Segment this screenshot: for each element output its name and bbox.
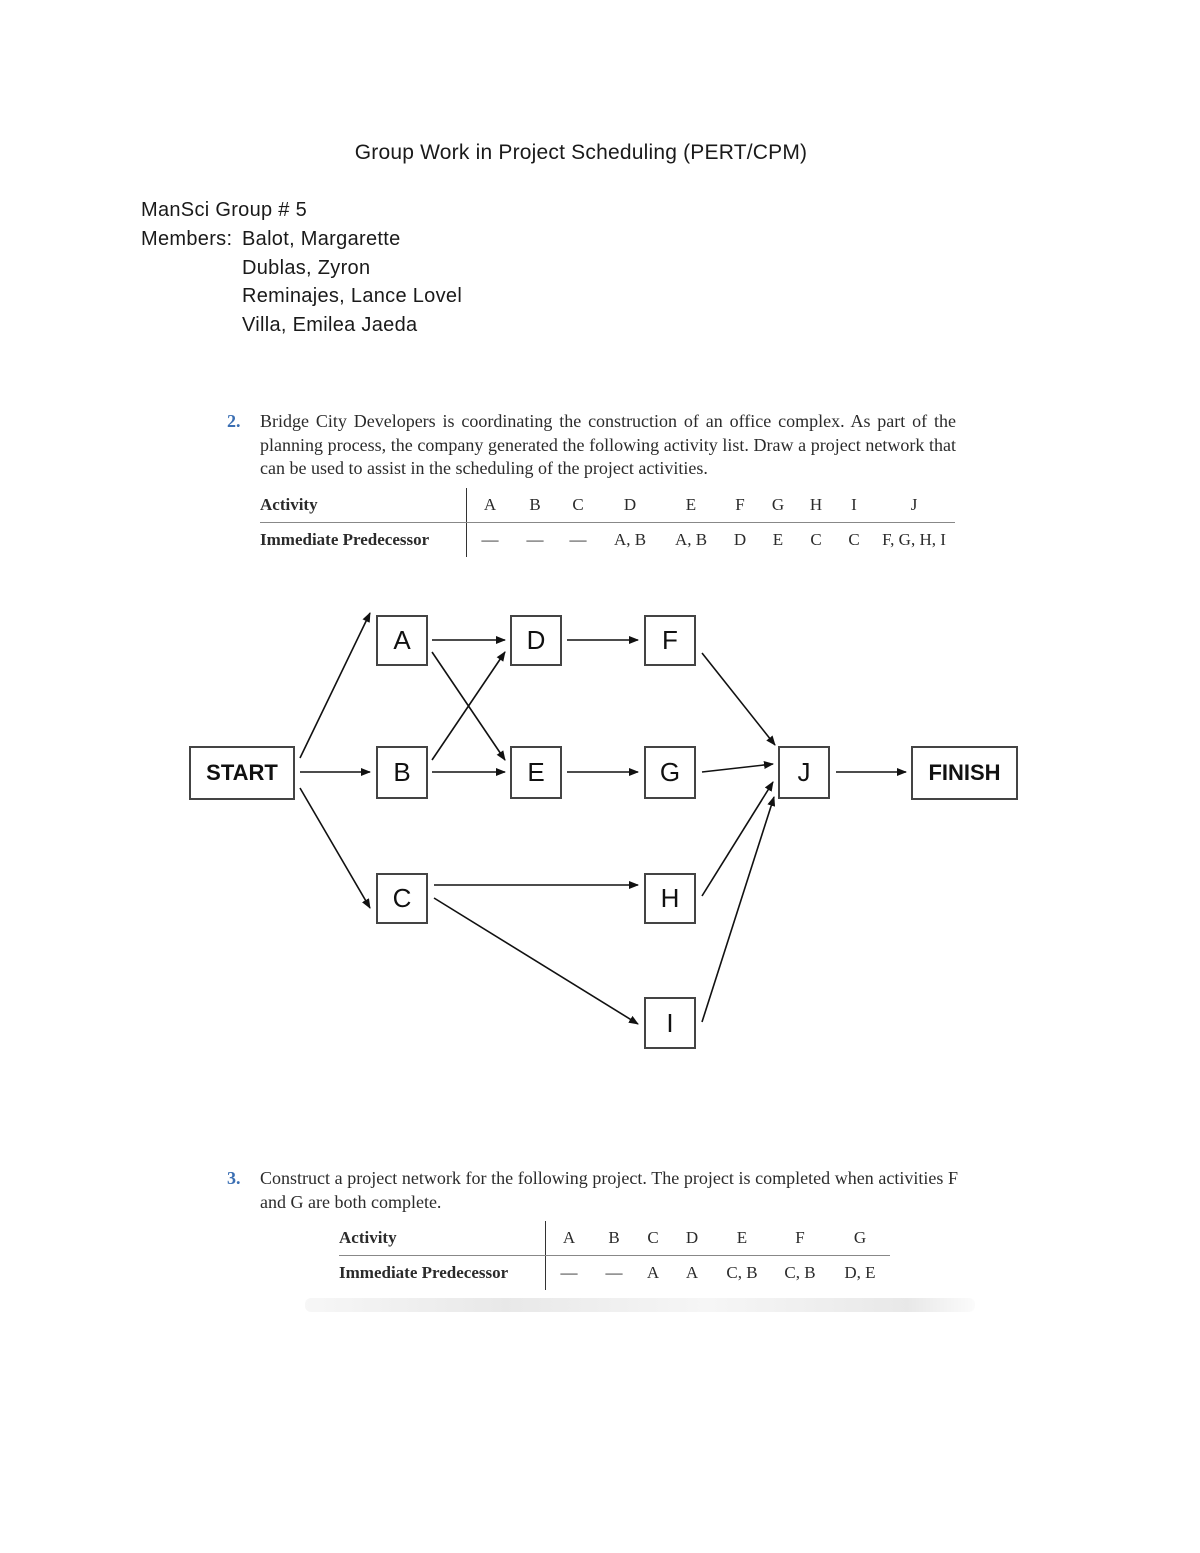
activity-cell: E <box>661 488 721 523</box>
node-c: C <box>376 873 428 924</box>
activity-cell: C <box>557 488 599 523</box>
edge-c-i <box>434 898 638 1024</box>
node-j: J <box>778 746 830 799</box>
predecessor-cell: — <box>526 530 544 549</box>
group-label: ManSci Group # 5 <box>141 199 307 221</box>
predecessor-cell: C <box>848 530 860 549</box>
edge-start-c <box>300 788 370 908</box>
node-h: H <box>644 873 696 924</box>
predecessor-cell: F, G, H, I <box>882 530 946 549</box>
member-name: Reminajes, Lance Lovel <box>242 285 463 307</box>
predecessor-cell: — <box>481 530 499 549</box>
predecessor-cell: A <box>646 1263 660 1282</box>
member-name: Dublas, Zyron <box>242 257 371 279</box>
predecessor-cell: C <box>810 530 822 549</box>
activity-cell: H <box>797 488 835 523</box>
node-g: G <box>644 746 696 799</box>
node-f: F <box>644 615 696 666</box>
activity-cell: I <box>835 488 873 523</box>
activity-cell: B <box>513 488 557 523</box>
problem-text: Construct a project network for the following project. The project is completed when activities F and G are both complete. <box>260 1168 958 1212</box>
activity-cell: F <box>770 1221 830 1256</box>
predecessor-cell: — <box>569 530 587 549</box>
edge-start-a <box>300 613 370 758</box>
predecessor-cell: A <box>685 1263 699 1282</box>
activity-table-3 <box>339 1221 890 1290</box>
predecessor-cell: — <box>560 1263 578 1282</box>
activity-cell: B <box>592 1221 636 1256</box>
predecessor-cell: D, E <box>844 1263 876 1282</box>
node-b: B <box>376 746 428 799</box>
node-e: E <box>510 746 562 799</box>
activity-cell: A <box>467 488 514 523</box>
problem-3 <box>227 1167 958 1214</box>
activity-cell: A <box>546 1221 593 1256</box>
document-title: Group Work in Project Scheduling (PERT/CPM) <box>354 141 808 164</box>
member-name: Balot, Margarette <box>242 228 401 250</box>
activity-cell: D <box>599 488 661 523</box>
predecessor-cell: C, B <box>726 1263 758 1282</box>
activity-cell: D <box>670 1221 714 1256</box>
problem-text: Bridge City Developers is coordinating the construction of an office complex. As part of the planning process, the company generated the following activity list. Draw a project network that can be used to assist in the scheduling of the project activities. <box>260 411 956 478</box>
activity-cell: F <box>721 488 759 523</box>
row-header-predecessor: Immediate Predecessor <box>339 1256 546 1291</box>
node-d: D <box>510 615 562 666</box>
row-header-activity: Activity <box>260 488 467 523</box>
problem-number: 3. <box>227 1168 241 1188</box>
member-name: Villa, Emilea Jaeda <box>242 314 418 336</box>
predecessor-cell: — <box>605 1263 623 1282</box>
node-start: START <box>189 746 295 800</box>
edge-g-j <box>702 764 773 772</box>
problem-number: 2. <box>227 411 241 431</box>
edge-i-j <box>702 797 774 1022</box>
activity-cell: G <box>830 1221 890 1256</box>
predecessor-cell: C, B <box>784 1263 816 1282</box>
predecessor-cell: A, B <box>674 530 708 549</box>
row-header-predecessor: Immediate Predecessor <box>260 523 467 558</box>
predecessor-cell: A, B <box>613 530 647 549</box>
row-header-activity: Activity <box>339 1221 546 1256</box>
edge-h-j <box>702 782 773 896</box>
node-i: I <box>644 997 696 1049</box>
activity-cell: J <box>873 488 955 523</box>
node-a: A <box>376 615 428 666</box>
predecessor-cell: D <box>733 530 747 549</box>
node-finish: FINISH <box>911 746 1018 800</box>
activity-cell: C <box>636 1221 670 1256</box>
activity-cell: E <box>714 1221 770 1256</box>
edge-f-j <box>702 653 775 745</box>
activity-cell: G <box>759 488 797 523</box>
members-label: Members: <box>141 228 233 250</box>
crop-artifact <box>305 1298 975 1312</box>
predecessor-cell: E <box>772 530 784 549</box>
